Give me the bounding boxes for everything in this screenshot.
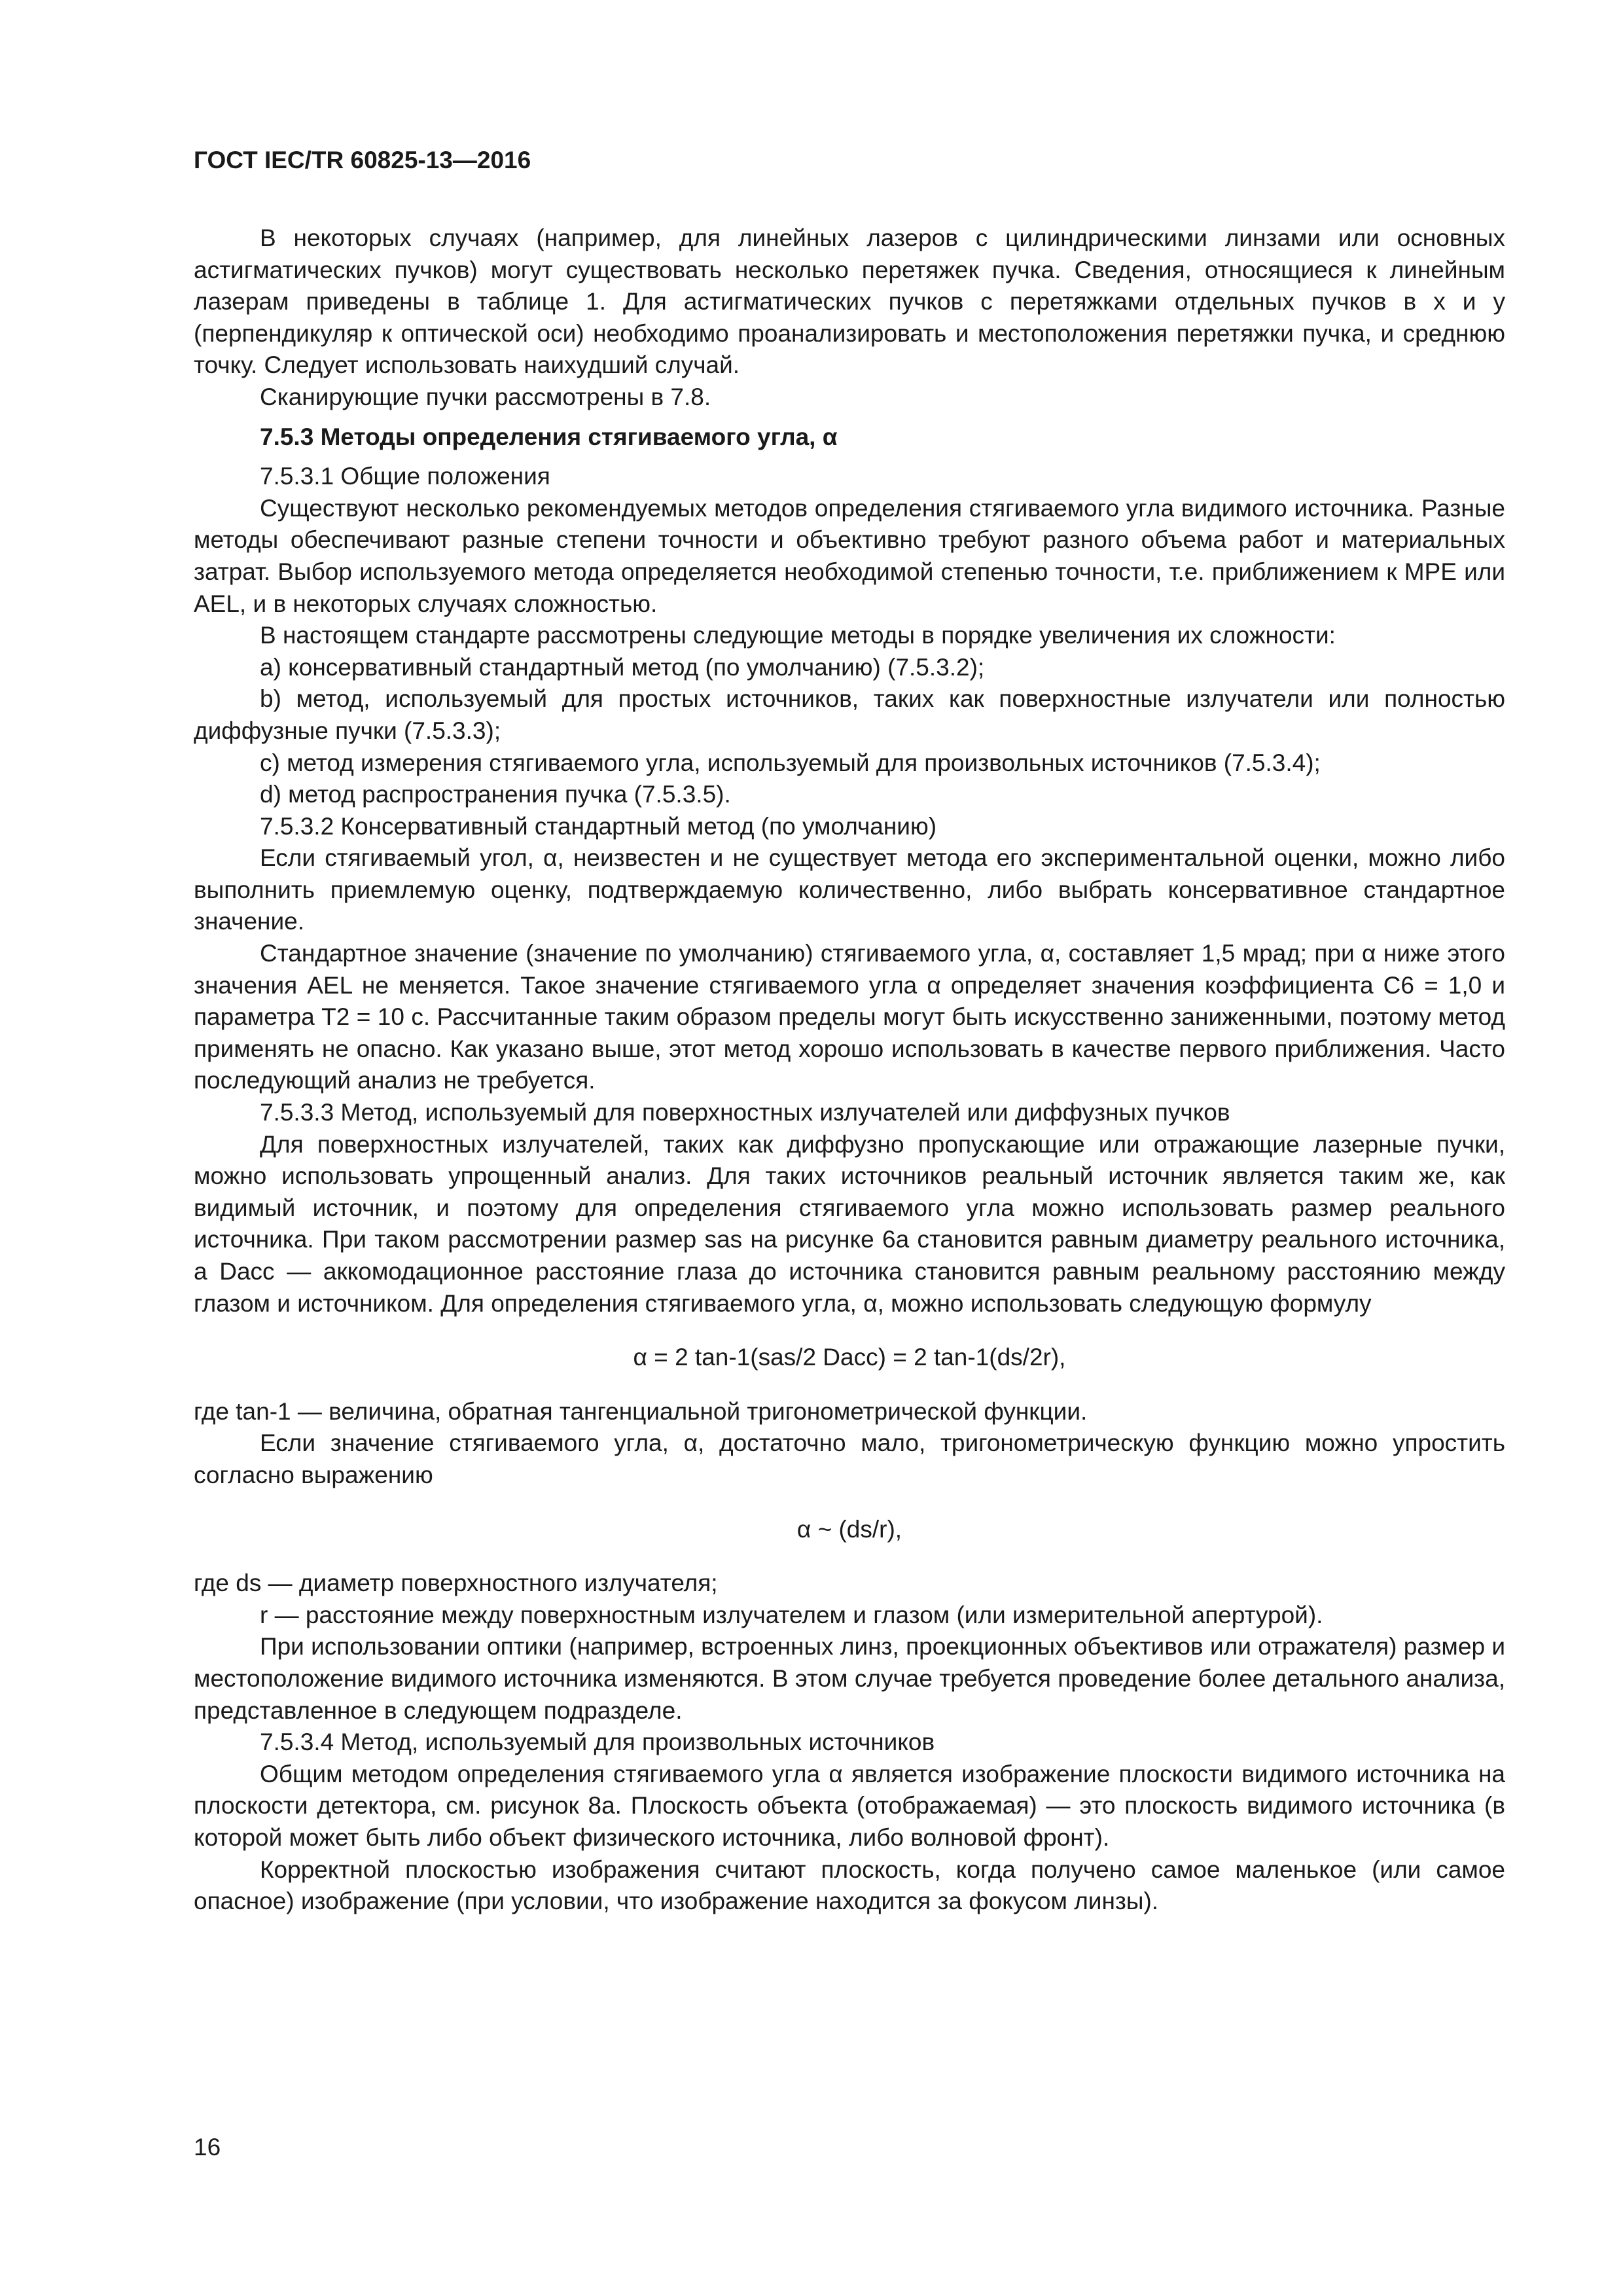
list-item-a: a) консервативный стандартный метод (по умолчанию) (7.5.3.2); (260, 653, 985, 681)
list-item-b: b) метод, используемый для простых источников, таких как поверхностные излучатели или полностью диффузные пучки (7.5.3.3); (194, 685, 1505, 744)
paragraph-tan-definition: где tan-1 — величина, обратная тангенциальной тригонометрической функции. (194, 1397, 1088, 1425)
subsection-heading-7-5-3-4: 7.5.3.4 Метод, используемый для произвольных источников (260, 1729, 935, 1756)
subsection-heading-7-5-3-1: 7.5.3.1 Общие положения (260, 463, 550, 490)
subsection-heading-7-5-3-3: 7.5.3.3 Метод, используемый для поверхностных излучателей или диффузных пучков (260, 1099, 1230, 1126)
paragraph-default-value: Стандартное значение (значение по умолчанию) стягиваемого угла, α, составляет 1,5 мрад; при α ниже этого значения AEL не меняется. Такое значение стягиваемого угла α определяет значения коэффициента C6 = 1,0 и параметра T2 = 10 с. Рассчитанные таким образом пределы могут быть искусственно заниженными, поэтому метод применять не опасно. Как указано выше, этот метод хорошо использовать в качестве первого приближения. Часто последующий анализ не требуется. (194, 940, 1505, 1094)
section-heading-7-5-3: 7.5.3 Методы определения стягиваемого угла, α (260, 423, 838, 450)
list-item-d: d) метод распространения пучка (7.5.3.5). (260, 781, 731, 808)
subsection-heading-7-5-3-2: 7.5.3.2 Консервативный стандартный метод (по умолчанию) (260, 812, 937, 840)
paragraph-general-method: Общим методом определения стягиваемого угла α является изображение плоскости видимого источника на плоскости детектора, см. рисунок 8а. Плоскость объекта (отображаемая) — это плоскость видимого источника (в которой может быть либо объект физического источника, либо волновой фронт). (194, 1760, 1505, 1851)
list-item-c: c) метод измерения стягиваемого угла, используемый для произвольных источников (7.5.3.4); (260, 749, 1321, 776)
page-number: 16 (194, 2134, 221, 2161)
document-header: ГОСТ IEC/TR 60825-13—2016 (194, 147, 531, 173)
paragraph-small-angle: Если значение стягиваемого угла, α, достаточно мало, тригонометрическую функцию можно упростить согласно выражению (194, 1429, 1505, 1488)
paragraph-waists: В некоторых случаях (например, для линейных лазеров с цилиндрическими линзами или основных астигматических пучков) могут существовать несколько перетяжек пучка. Сведения, относящиеся к линейным лазерам приведены в таблице 1. Для астигматических пучков с перетяжками отдельных пучков в x и y (перпендикуляр к оптической оси) необходимо проанализировать и местоположения перетяжки пучка, и среднюю точку. Следует использовать наихудший случай. (194, 224, 1505, 379)
definition-ds: где ds — диаметр поверхностного излучателя; (194, 1570, 718, 1597)
paragraph-optics: При использовании оптики (например, встроенных линз, проекционных объективов или отражателя) размер и местоположение видимого источника изменяются. В этом случае требуется проведение более детального анализа, представленное в следующем подразделе. (194, 1633, 1505, 1724)
document-page (194, 145, 1505, 1918)
paragraph-scanning: Сканирующие пучки рассмотрены в 7.8. (260, 383, 711, 410)
paragraph-methods-list-intro: В настоящем стандарте рассмотрены следующие методы в порядке увеличения их сложности: (260, 622, 1336, 649)
paragraph-image-plane: Корректной плоскостью изображения считают плоскость, когда получено самое маленькое (или самое опасное) изображение (при условии, что изображение находится за фокусом линзы). (194, 1856, 1505, 1915)
paragraph-default-intro: Если стягиваемый угол, α, неизвестен и не существует метода его экспериментальной оценки, можно либо выполнить приемлемую оценку, подтверждаемую количественно, либо выбрать консервативное стандартное значение. (194, 844, 1505, 935)
formula-alpha-exact: α = 2 tan-1(sas/2 Dacc) = 2 tan-1(ds/2r), (633, 1344, 1066, 1371)
paragraph-methods-intro: Существуют несколько рекомендуемых методов определения стягиваемого угла видимого источника. Разные методы обеспечивают разные степени точности и объективно требуют разного объема работ и материальных затрат. Выбор используемого метода определяется необходимой степенью точности, т.е. приближением к MPE или AEL, и в некоторых случаях сложностью. (194, 494, 1505, 617)
definition-r: r — расстояние между поверхностным излучателем и глазом (или измерительной апертурой). (260, 1601, 1323, 1628)
paragraph-surface-emitters: Для поверхностных излучателей, таких как диффузно пропускающие или отражающие лазерные пучки, можно использовать упрощенный анализ. Для таких источников реальный источник является таким же, как видимый источник, и поэтому для определения стягиваемого угла можно использовать размер реального источника. При таком рассмотрении размер sas на рисунке 6а становится равным диаметру реального источника, а Dacc — аккомодационное расстояние глаза до источника становится равным реальному расстоянию между глазом и источником. Для определения стягиваемого угла, α, можно использовать следующую формулу (194, 1130, 1505, 1317)
formula-alpha-approx: α ~ (ds/r), (796, 1515, 902, 1543)
